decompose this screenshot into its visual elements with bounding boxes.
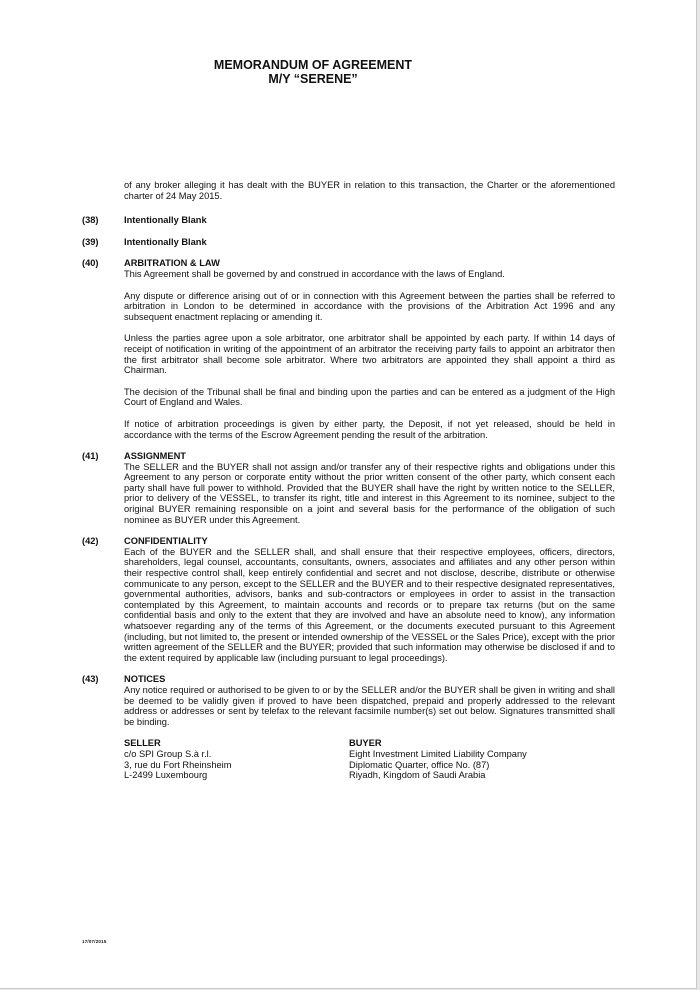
party-addresses xyxy=(124,738,615,780)
section-40 xyxy=(82,258,615,440)
footer-date-code: 17/07/2015 xyxy=(82,939,107,944)
section-number: (41) xyxy=(82,451,99,462)
seller-address-block xyxy=(124,738,349,780)
seller-label: SELLER xyxy=(124,738,161,749)
section-number: (38) xyxy=(82,215,99,226)
buyer-address-line: Riyadh, Kingdom of Saudi Arabia xyxy=(349,770,486,781)
document-title xyxy=(0,58,626,86)
section-number: (42) xyxy=(82,536,99,547)
section-heading: NOTICES xyxy=(124,674,166,685)
seller-address-line: 3, rue du Fort Rheinsheim xyxy=(124,759,232,770)
buyer-address-block xyxy=(349,738,574,780)
buyer-address-line: Eight Investment Limited Liability Company xyxy=(349,748,527,759)
seller-address-line: c/o SPI Group S.à r.l. xyxy=(124,748,212,759)
buyer-label: BUYER xyxy=(349,738,382,749)
section-43 xyxy=(82,674,615,780)
section-paragraph: Any notice required or authorised to be given to or by the SELLER and/or the BUYER shall be given in writing and shall be deemed to be validly given if proved to have been dispatched, prepaid and properly addressed to the relevant address or addresses or sent by telefax to the relevant facsimile number(s) set out below. Signatures transmitted shall be binding. xyxy=(124,684,615,727)
section-39 xyxy=(82,237,615,248)
section-number: (39) xyxy=(82,236,99,247)
section-heading: ASSIGNMENT xyxy=(124,451,186,462)
buyer-address-line: Diplomatic Quarter, office No. (87) xyxy=(349,759,490,770)
section-paragraph: Each of the BUYER and the SELLER shall, and shall ensure that their respective employees, officers, directors, shareholders, legal counsel, accountants, consultants, owners, associates and affiliates and any other person within their respective control shall, keep entirely confidential and secret and not disclose, describe, distribute or otherwise communicate to any person, except to the SELLER and the BUYER and to their respective designated representatives, governmental authorities, advisors, banks and sub-contractors or employees in order to assist in the transaction contemplated by this Agreement, to maintain accounts and records or to prepare tax returns (but on the same confidential basis and only to the extent that they are involved and have an absolute need to know), any information whatsoever regarding any of the terms of this Agreement, or the documents executed pursuant to this Agreement (including, but not limited to, the present or intended ownership of the VESSEL or the Sales Price), except with the prior written agreement of the SELLER and the BUYER; provided that such information may otherwise be disclosed if and to the extent required by applicable law (including pursuant to legal proceedings). xyxy=(124,546,615,663)
section-41 xyxy=(82,451,615,525)
document-body xyxy=(82,180,615,792)
section-number: (43) xyxy=(82,674,99,685)
title-line-1: MEMORANDUM OF AGREEMENT xyxy=(213,58,413,72)
section-38 xyxy=(82,215,615,226)
section-paragraph: The SELLER and the BUYER shall not assign and/or transfer any of their respective rights and obligations under this Agreement to any person or corporate entity without the prior written consent of the other party, which consent each party shall have full power to withhold. Provided that the BUYER shall have the right by written notice to the SELLER, prior to delivery of the VESSEL, to transfer its right, title and interest in this Agreement to its nominee, subject to the original BUYER remaining responsible on a joint and several basis for the performance of the obligation of such nominee as BUYER under this Agreement. xyxy=(124,461,615,525)
section-paragraph: If notice of arbitration proceedings is given by either party, the Deposit, if not yet released, should be held in accordance with the terms of the Escrow Agreement pending the result of the arbitration. xyxy=(124,418,615,440)
section-number: (40) xyxy=(82,258,99,269)
seller-address-line: L-2499 Luxembourg xyxy=(124,770,208,781)
section-paragraph: This Agreement shall be governed by and construed in accordance with the laws of England. xyxy=(124,268,505,279)
section-heading: CONFIDENTIALITY xyxy=(124,536,208,547)
continuation-paragraph: of any broker alleging it has dealt with the BUYER in relation to this transaction, the Charter or the aforementioned charter of 24 May 2015. xyxy=(124,180,615,201)
section-paragraph: The decision of the Tribunal shall be final and binding upon the parties and can be entered as a judgment of the High Court of England and Wales. xyxy=(124,386,615,408)
section-heading: Intentionally Blank xyxy=(124,236,207,247)
section-heading: Intentionally Blank xyxy=(124,215,207,226)
section-paragraph: Any dispute or difference arising out of or in connection with this Agreement between the parties shall be referred to arbitration in London to be determined in accordance with the provisions of the Arbitration Act 1996 and any subsequent enactment replacing or amending it. xyxy=(124,290,615,322)
title-line-2: M/Y “SERENE” xyxy=(268,72,358,86)
section-paragraph: Unless the parties agree upon a sole arbitrator, one arbitrator shall be appointed by each party. If within 14 days of receipt of notification in writing of the appointment of an arbitrator the receiving party fails to appoint an arbitrator then the first arbitrator shall become sole arbitrator. Where two arbitrators are appointed they shall appoint a third as Chairman. xyxy=(124,333,615,376)
section-42 xyxy=(82,536,615,663)
section-heading: ARBITRATION & LAW xyxy=(124,258,220,269)
